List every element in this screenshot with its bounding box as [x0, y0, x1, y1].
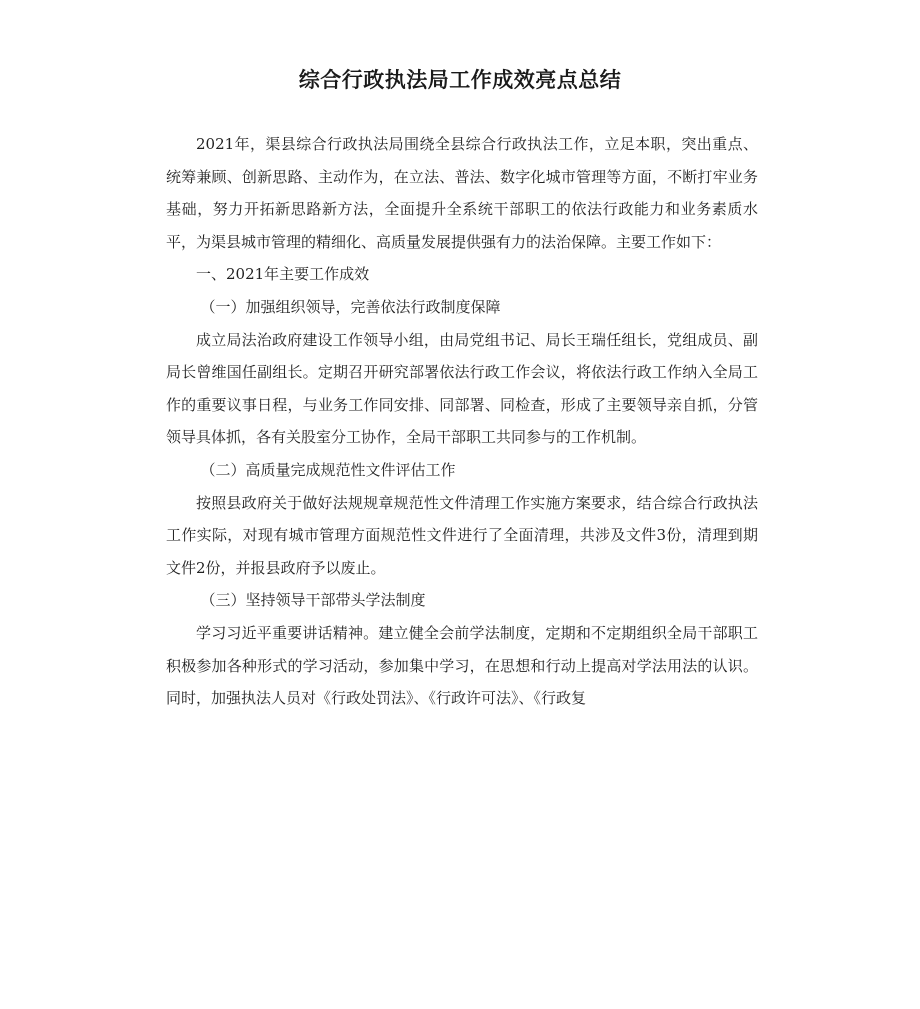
- document-body: [166, 128, 758, 715]
- item-3-heading: （三）坚持领导干部带头学法制度: [200, 591, 426, 610]
- intro-paragraph: 2021年，渠县综合行政执法局围绕全县综合行政执法工作，立足本职，突出重点、统筹兼顾、创新思路、主动作为，在立法、普法、数字化城市管理等方面，不断打牢业务基础，努力开拓新思路新方法，全面提升全系统干部职工的依法行政能力和业务素质水平，为渠县城市管理的精细化、高质量发展提供强有力的法治保障。主要工作如下：: [166, 135, 758, 251]
- section-heading: 一、2021年主要工作成效: [196, 265, 370, 284]
- item-3-body: 学习习近平重要讲话精神。建立健全会前学法制度，定期和不定期组织全局干部职工积极参加各种形式的学习活动，参加集中学习，在思想和行动上提高对学法用法的认识。同时，加强执法人员对《行政处罚法》、《行政许可法》、《行政复: [166, 623, 758, 708]
- item-2-body: 按照县政府关于做好法规规章规范性文件清理工作实施方案要求，结合综合行政执法工作实际，对现有城市管理方面规范性文件进行了全面清理，共涉及文件3份，清理到期文件2份，并报县政府予以废止。: [166, 493, 758, 577]
- item-1-body: 成立局法治政府建设工作领导小组，由局党组书记、局长王瑞任组长，党组成员、副局长曾维国任副组长。定期召开研究部署依法行政工作会议，将依法行政工作纳入全局工作的重要议事日程，与业务工作同安排、同部署、同检查，形成了主要领导亲自抓，分管领导具体抓，各有关股室分工协作，全局干部职工共同参与的工作机制。: [166, 330, 758, 447]
- item-1-heading: （一）加强组织领导，完善依法行政制度保障: [200, 297, 501, 316]
- item-2-heading: （二）高质量完成规范性文件评估工作: [200, 460, 456, 479]
- document-title: 综合行政执法局工作成效亮点总结: [298, 68, 622, 92]
